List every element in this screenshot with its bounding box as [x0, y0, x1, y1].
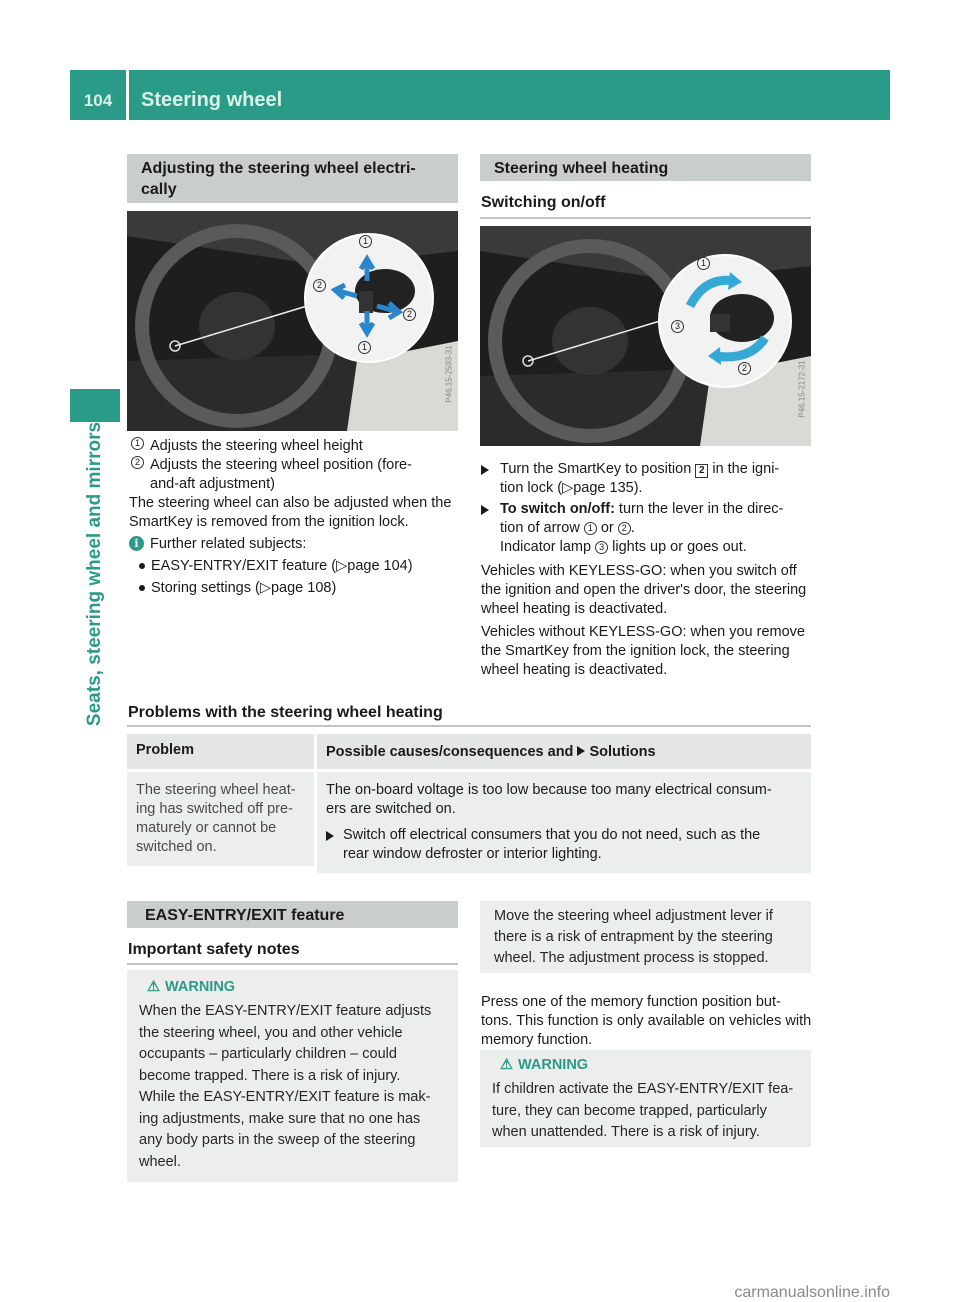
note-box	[480, 901, 811, 973]
section-heading-heating: Steering wheel heating	[480, 154, 811, 181]
heating-illustration	[480, 226, 811, 446]
info-label: Further related subjects:	[150, 536, 307, 552]
note-text: Move the steering wheel adjustment lever if there is a risk of entrapment by the steering wheel. The adjustment process is stopped.	[494, 908, 773, 966]
header-divider	[126, 70, 129, 120]
solution-step: Switch off electrical consumers that you do not need, such as the rear window defroster or interior lighting.	[326, 826, 802, 864]
chapter-tab	[70, 389, 120, 422]
steering-adjust-photo	[127, 211, 458, 431]
safety-notes-rule	[127, 963, 458, 965]
page-number: 104	[83, 91, 113, 110]
subheading-switching: Switching on/off	[481, 194, 606, 211]
table-row	[127, 772, 811, 873]
subheading-rule	[480, 217, 811, 219]
image-code: P46.15-2172-31	[797, 360, 807, 418]
page-ref-104[interactable]: page 104	[347, 558, 408, 574]
cell-causes	[317, 772, 811, 873]
image-code-wrap	[796, 344, 808, 434]
warning-title-2: ⚠ WARNING	[500, 1057, 589, 1073]
heating-photo	[480, 226, 811, 446]
position-2-marker: 2	[695, 464, 708, 478]
legend-item-1	[131, 437, 461, 456]
legend-marker-2: 2	[131, 456, 144, 469]
arrow-2-marker: 2	[618, 522, 631, 535]
legend-text-1: Adjusts the steering wheel height	[150, 438, 363, 454]
memory-paragraph: Press one of the memory function position but- tons. This function is only available on vehicles with memory function.	[481, 994, 812, 1048]
warning-title-1: ⚠ WARNING	[147, 979, 236, 995]
lamp-3-marker: 3	[595, 541, 608, 554]
step-switch-on-off: To switch on/off: turn the lever in the direc- tion of arrow 1 or 2 . Indicator lamp 3 lights up or goes out.	[481, 500, 815, 557]
warning-1-p1: When the EASY-ENTRY/EXIT feature adjusts the steering wheel, you and other vehicle occupants – particularly children – could become trapped. There is a risk of injury.	[139, 1003, 432, 1084]
step-arrow-icon	[481, 505, 489, 515]
legend-marker-1: 1	[131, 437, 144, 450]
photo-callout-3: 2	[403, 308, 416, 321]
photo-callout-1: 1	[359, 235, 372, 248]
page-ref-arrow-icon: ▷	[562, 480, 574, 496]
page-title: Steering wheel	[141, 89, 283, 111]
warning-2-p1: If children activate the EASY-ENTRY/EXIT fea- ture, they can become trapped, particularly when unattended. There is a risk of injury.	[492, 1081, 794, 1140]
photo-callout-4: 1	[358, 341, 371, 354]
info-icon: i	[129, 536, 144, 551]
chapter-label-wrap	[82, 421, 108, 727]
bullet-dot	[139, 585, 145, 591]
photo-callout-3: 3	[671, 320, 684, 333]
subheading-safety-notes: Important safety notes	[128, 941, 300, 958]
bullet-dot	[139, 563, 145, 569]
col-header-problem: Problem	[127, 734, 314, 769]
no-keyless-go-paragraph: Vehicles without KEYLESS-GO: when you remove the SmartKey from the ignition lock, the steering wheel heating is deactivated.	[481, 624, 805, 678]
problems-heading: Problems with the steering wheel heating	[128, 704, 443, 721]
adjust-paragraph: The steering wheel can also be adjusted when the SmartKey is removed from the ignition lock.	[129, 495, 452, 530]
warning-box-2	[480, 1050, 811, 1147]
arrow-1-marker: 1	[584, 522, 597, 535]
step-arrow-icon	[326, 831, 334, 841]
related-item-2[interactable]: Storing settings (▷page 108)	[139, 579, 461, 598]
chapter-label: Seats, steering wheel and mirrors	[84, 421, 105, 727]
page-ref-arrow-icon: ▷	[336, 558, 348, 574]
steering-adjust-illustration	[127, 211, 458, 431]
page-ref-108[interactable]: page 108	[270, 580, 332, 596]
warning-triangle-icon: ⚠	[500, 1057, 513, 1073]
watermark: carmanualsonline.info	[734, 1284, 890, 1301]
col-header-causes: Possible causes/consequences and Solutions	[317, 734, 811, 769]
section-heading-easy-entry: EASY-ENTRY/EXIT feature	[127, 901, 458, 928]
page-ref-arrow-icon: ▷	[259, 580, 271, 596]
info-note	[129, 535, 461, 554]
step-turn-key: Turn the SmartKey to position 2 in the igni- tion lock (▷page 135).	[481, 460, 815, 498]
image-code: P46.15-2593-31	[444, 345, 454, 403]
step-arrow-icon	[481, 465, 489, 475]
photo-callout-2: 2	[313, 279, 326, 292]
page-ref-135[interactable]: page 135	[573, 480, 634, 496]
photo-callout-2: 2	[738, 362, 751, 375]
warning-triangle-icon: ⚠	[147, 979, 160, 995]
cause-text: The on-board voltage is too low because too many electrical consum- ers are switched on.	[326, 782, 772, 817]
legend-item-2	[131, 456, 461, 494]
left-top-text	[131, 437, 461, 598]
problems-table	[127, 734, 811, 873]
warning-1-p2: While the EASY-ENTRY/EXIT feature is mak- ing adjustments, make sure that no one has any body parts in the sweep of the steering wheel.	[139, 1089, 431, 1170]
keyless-go-paragraph: Vehicles with KEYLESS-GO: when you switch off the ignition and open the driver's door, the steering wheel heating is deactivated.	[481, 563, 807, 617]
cell-problem: The steering wheel heat- ing has switched off pre- maturely or cannot be switched on.	[127, 772, 314, 866]
problems-rule	[127, 725, 811, 727]
right-top-text	[481, 460, 815, 683]
legend-text-2: Adjusts the steering wheel position (fore- and-aft adjustment)	[150, 457, 412, 492]
warning-box-1	[127, 970, 458, 1182]
image-code-wrap	[443, 329, 455, 419]
related-item-1[interactable]: EASY-ENTRY/EXIT feature (▷page 104)	[139, 557, 461, 576]
photo-callout-1: 1	[697, 257, 710, 270]
section-heading-adjusting: Adjusting the steering wheel electri- cally	[127, 154, 458, 203]
table-header-row	[127, 734, 811, 769]
